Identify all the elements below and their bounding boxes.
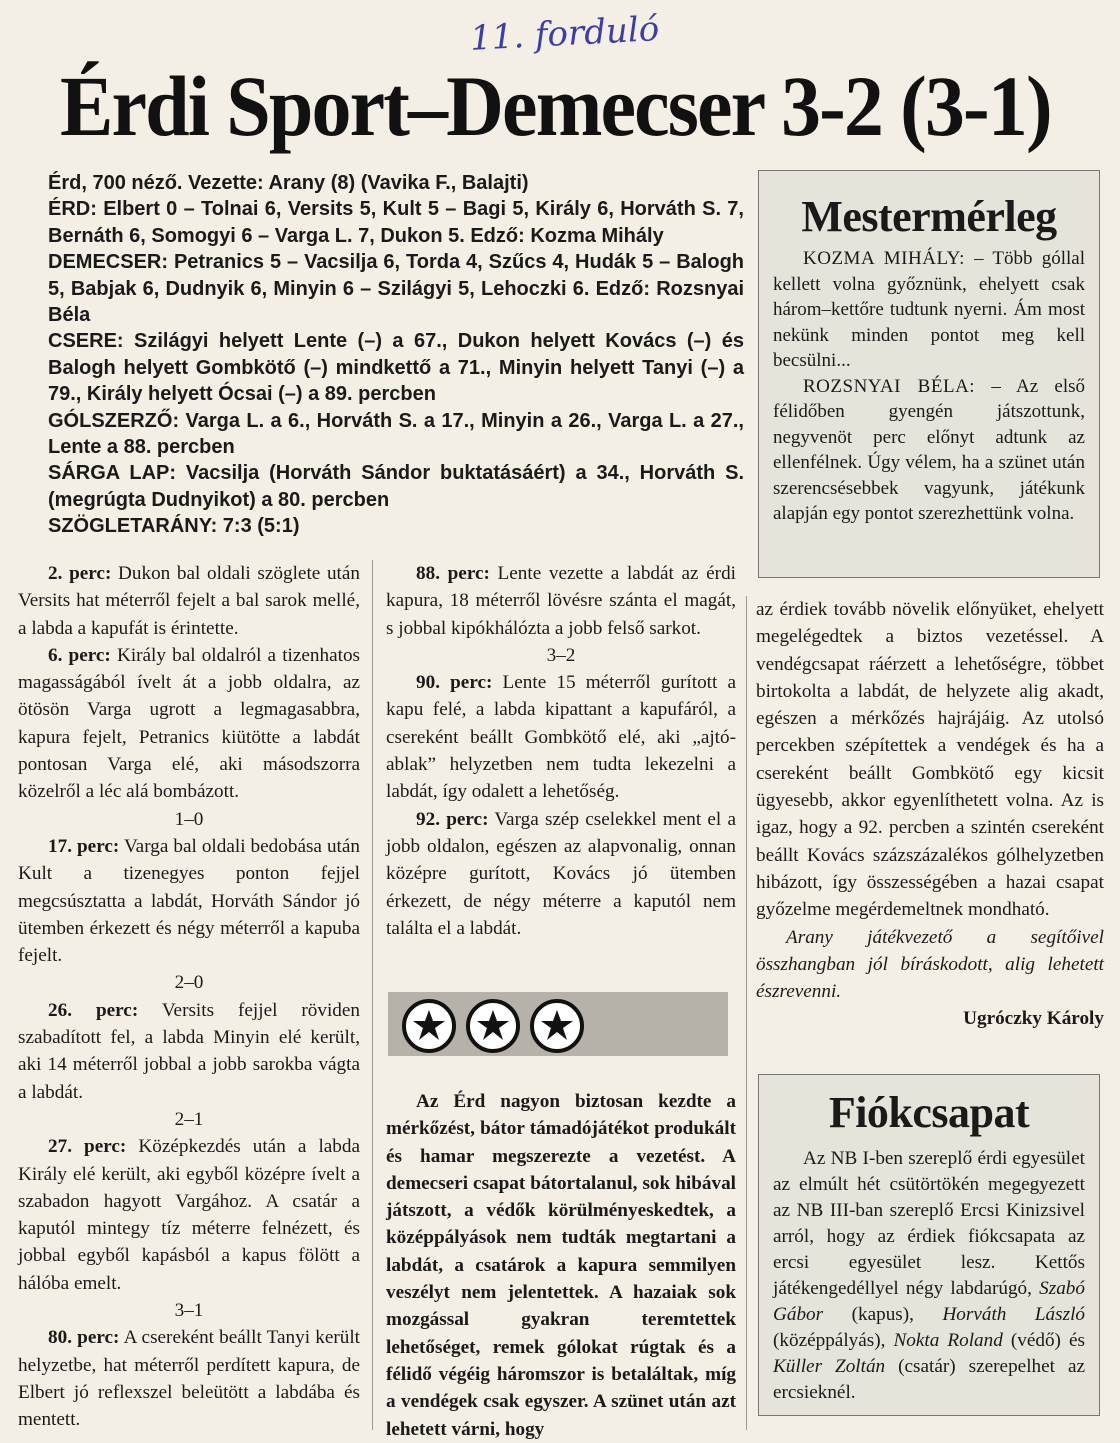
stats-goalscorers: GÓLSZERZŐ: Varga L. a 6., Horváth S. a 17., Minyin a 26., Varga L. a 27., Lente a 88. percben: [48, 409, 744, 459]
summary-continuation: az érdiek tovább növelik előnyüket, ehelyett megelégedtek a biztos vezetéssel. A vendégcsapat ráérzett a lehetőségre, többet birtokolta a labdát, de helyzete alig akadt, egészen a mérkőzés hajrájáig. Az utolsó percekben szépítettek a vendégek és ha a csereként beállt Gombkötő egy kicsit ügyesebb, akkor egyenlíthetett volna. Az is igaz, hogy a 92. percben a szintén csereként beállt Kovács százszázalékos gólhelyzetben hibázott, így összességében a hazai csapat győzelme megérdemeltnek mondható.: [756, 599, 1104, 921]
player-name: Szabó Gábor: [773, 1278, 1085, 1325]
score-line: 1–0: [174, 808, 204, 830]
stats-demecser-lineup: DEMECSER: Petranics 5 – Vacsilja 6, Torda 4, Szűcs 4, Hudák 5 – Balogh 5, Babjak 6, Dudnyik 6, Minyin 6 – Szilágyi 5, Lehoczki 6. Edző: Rozsnyai Béla: [48, 251, 744, 327]
quote-kozma: [773, 246, 1085, 374]
minute-label: 2. perc:: [48, 563, 112, 584]
summary-text: Az Érd nagyon biztosan kezdte a mérkőzést, bátor támadójátékot produkált és hamar megszerezte a vezetést. A demecseri csapat bátortalanul, sok hibával játszott, a védők körülményeskedtek, a középpályások nem tudták megtartani a labdát, a csatárok a kapura semmilyen veszélyt nem jelentettek. A hazaiak sok mozgással gyakran teremtettek lehetőséget, remek gólokat rúgtak és a félidő végéig háromszor is betaláltak, míg a vendégek csak egyszer. A szünet után azt lehetett várni, hogy: [386, 1091, 736, 1440]
player-name: Küller Zoltán: [773, 1356, 886, 1377]
star-icon: [530, 999, 584, 1053]
match-report-column-1: [18, 560, 360, 1434]
report-entry: [386, 560, 736, 642]
stats-erd-lineup: ÉRD: Elbert 0 – Tolnai 6, Versits 5, Kult 5 – Bagi 5, Király 6, Horváth S. 7, Bernáth 6, Somogyi 6 – Varga L. 7, Dukon 5. Edző: Kozma Mihály: [48, 198, 744, 247]
player-name: Nokta Roland: [893, 1330, 1003, 1351]
entry-text: Lente vezette a labdát az érdi kapura, 18 méterről lövésre szánta el magát, s jobbal kipókhálózta a jobb felső sarkot.: [386, 563, 736, 639]
rating-stars: [388, 992, 728, 1056]
player-role: (csatár) szerepelhet az ercsieknél.: [773, 1356, 1085, 1403]
report-entry: [18, 642, 360, 806]
quote-rozsnyai: [773, 374, 1085, 527]
stats-yellow-cards: SÁRGA LAP: Vacsilja (Horváth Sándor buktatásáért) a 34., Horváth S. (megrúgta Dudnyikot) a 80. percben: [48, 462, 744, 511]
score-line: 2–1: [174, 1108, 204, 1130]
entry-text: A csereként beállt Tanyi került helyzetbe, hat méterről perdített kapura, de Elbert jó reflexszel beleütött a labdába és mentett.: [18, 1327, 360, 1431]
entry-text: Versits fejjel röviden szabadított fel, a labda Minyin elé került, aki 14 méterről jobbal a jobb sarokba vágta a labdát.: [18, 999, 360, 1103]
entry-text: Lente 15 méterről gurított a kapu felé, a labda kipattant a kapufáról, a csereként beállt Gombkötő elé, aki „ajtó-ablak” helyzetben nem tudta lekezelni a labdát, így odalett a lehetőség.: [386, 672, 737, 803]
star-icon: [402, 999, 456, 1053]
entry-text: Dukon bal oldali szöglete után Versits hat méterről fejelt a bal sarok mellé, a labda a kapufát is érintette.: [18, 563, 360, 639]
quote-text: – Több góllal kellett volna győznünk, ehelyett csak három–kettőre tudtunk nyerni. Ám most nekünk minden pontot meg kell becsülni...: [773, 248, 1085, 371]
report-entry: [386, 669, 736, 805]
quote-speaker: KOZMA MIHÁLY:: [803, 248, 965, 269]
mestermerleg-box: [758, 170, 1100, 578]
minute-label: 27. perc:: [48, 1136, 127, 1158]
minute-label: 26. perc:: [48, 999, 139, 1021]
report-entry: [18, 833, 360, 969]
entry-text: Varga bal oldali bedobása után Kult a tizenegyes ponton fejjel megcsúsztatta a labdát, Horváth Sándor jó ütemben érkezett és négy méterről a kapuba fejelt.: [18, 835, 360, 967]
report-entry: [18, 997, 360, 1106]
player-role: (kapus),: [823, 1304, 943, 1325]
fiokcsapat-text: [773, 1146, 1085, 1406]
entry-text: Középkezdés után a labda Király elé került, aki egyből középre ívelt a szabadon hagyott Vargához. A csatár a kaputól mintegy tíz méterre felnézett, és jobbal egyből kapásból a kapus fölött a hálóba emelt.: [18, 1136, 360, 1294]
minute-label: 90. perc:: [416, 672, 493, 694]
entry-text: Király bal oldalról a tizenhatos magasságából ívelt át a jobb oldalra, az ötösön Varga ugrott a legmagasabbra, kapura fejelt, Petranics kiütötte a labdát pontosan Varga elé, aki másodszorra közelről a léc alá bombázott.: [18, 644, 360, 803]
headline: Érdi Sport–Demecser 3-2 (3-1): [60, 58, 1051, 154]
minute-label: 6. perc:: [48, 644, 111, 666]
column-divider: [372, 560, 373, 1430]
stats-corners: SZÖGLETARÁNY: 7:3 (5:1): [48, 515, 300, 538]
author-signature: Ugróczky Károly: [963, 1008, 1104, 1030]
minute-label: 88. perc:: [416, 563, 490, 584]
match-stats: [48, 170, 744, 540]
stats-venue: Érd, 700 néző. Vezette: Arany (8) (Vavika F., Balajti): [48, 172, 529, 194]
minute-label: 92. perc:: [416, 808, 489, 830]
fiokcsapat-title: Fiókcsapat: [828, 1088, 1030, 1137]
player-name: Horváth László: [942, 1304, 1086, 1325]
stats-substitutions: CSERE: Szilágyi helyett Lente (–) a 67., Dukon helyett Kovács (–) és Balogh helyett Gombkötő (–) mindkettő a 71., Minyin helyett Tanyi (–) a 79., Király helyett Ócsai (–) a 89. percben: [48, 330, 744, 406]
minute-label: 17. perc:: [48, 835, 120, 857]
handwritten-note: 11. forduló: [469, 9, 661, 59]
entry-text: Varga szép cselekkel ment el a jobb oldalon, egészen az alapvonalig, onnan középre gurított, Kovács jó ütemben érkezett, de négy méterre a kaputól nem találta el a labdát.: [386, 808, 736, 939]
report-entry: [386, 806, 736, 942]
match-report-column-3: [756, 596, 1104, 1033]
quote-speaker: ROZSNYAI BÉLA:: [803, 375, 976, 397]
mestermerleg-title: Mestermérleg: [801, 192, 1057, 241]
score-line: 3–1: [174, 1300, 204, 1322]
star-icon: [466, 999, 520, 1053]
match-report-column-2: [386, 560, 736, 942]
match-summary: [386, 1088, 736, 1443]
player-role: (védő) és: [1002, 1330, 1085, 1351]
referee-note: Arany játékvezető a segítőivel összhangban jól bíráskodott, alig lehetett észrevenni.: [756, 926, 1104, 1003]
quote-text: – Az első félidőben gyengén játszottunk, negyvenöt perc előnyt adtunk az ellenfélnek. Úgy vélem, ha a szünet után szerencsésebbek vagyunk, játékunk alapján egy pontot szerezhettünk volna.: [773, 375, 1085, 524]
player-role: (középpályás),: [773, 1330, 894, 1351]
report-entry: [18, 1324, 360, 1433]
minute-label: 80. perc:: [48, 1327, 120, 1349]
report-entry: [18, 1133, 360, 1297]
score-line: 2–0: [174, 972, 204, 994]
fiokcsapat-intro: Az NB I-ben szereplő érdi egyesület az elmúlt hét csütörtökén megegyezett az NB III-ban szereplő Ercsi Kinizsivel arról, hogy az érdiek fiókcsapata az ercsi egyesület lesz. Kettős játékengedéllyel négy labdarúgó,: [773, 1148, 1085, 1299]
column-divider: [746, 596, 747, 1430]
fiokcsapat-box: [758, 1074, 1100, 1416]
report-entry: [18, 560, 360, 642]
score-line: 3–2: [546, 644, 576, 666]
